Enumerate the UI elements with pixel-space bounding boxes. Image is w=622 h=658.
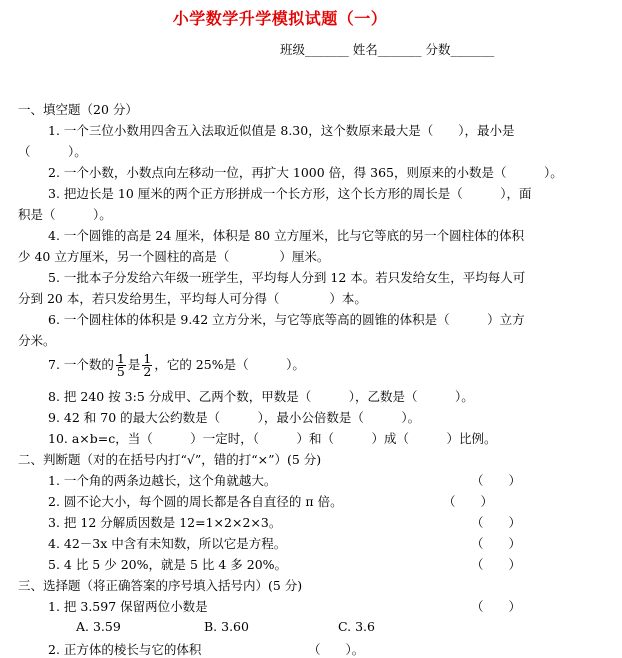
choice-q1-option-b: B. 3.60	[204, 619, 249, 634]
choice-q1-option-a: A. 3.59	[76, 619, 121, 634]
fraction-numerator: 1	[116, 351, 125, 366]
choice-q2: 2. 正方体的棱长与它的体积	[48, 642, 202, 657]
choice-q2-answer-paren: （ ）。	[308, 642, 365, 657]
judge-q2-answer-paren: （ ）	[443, 494, 494, 509]
section-judge-heading: 二、判断题（对的在括号内打“√”，错的打“×”）(5 分)	[18, 452, 322, 467]
fraction-numerator: 1	[143, 351, 152, 366]
fill-q2: 2. 一个小数，小数点向左移动一位，再扩大 1000 倍，得 365，则原来的小数是（ ）。	[48, 165, 563, 180]
fill-q1-line1: 1. 一个三位小数用四舍五入法取近似值是 8.30，这个数原来最大是（ ），最小是	[48, 123, 515, 138]
judge-q1: 1. 一个角的两条边越长，这个角就越大。	[48, 473, 277, 488]
choice-q1: 1. 把 3.597 保留两位小数是	[48, 599, 208, 614]
fill-q4-line1: 4. 一个圆锥的高是 24 厘米，体积是 80 立方厘米，比与它等底的另一个圆柱体的体积	[48, 228, 525, 243]
judge-q3: 3. 把 12 分解质因数是 12=1×2×2×3。	[48, 515, 282, 530]
fill-q1-line2: （ ）。	[18, 144, 87, 159]
judge-q1-answer-paren: （ ）	[471, 473, 522, 488]
fill-q10: 10. a×b=c，当（ ）一定时，（ ）和（ ）成（ ）比例。	[48, 431, 497, 446]
fill-q3-line1: 3. 把边长是 10 厘米的两个正方形拼成一个长方形，这个长方形的周长是（ ），面	[48, 186, 532, 201]
fraction-one-fifth	[116, 353, 126, 378]
section-fill-blank-heading: 一、填空题（20 分）	[18, 102, 138, 117]
fill-q5-line1: 5. 一批本子分发给六年级一班学生，平均每人分到 12 本。若只发给女生，平均每人可	[48, 270, 526, 285]
fill-q3-line2: 积是（ ）。	[18, 207, 112, 222]
judge-q4-answer-paren: （ ）	[471, 536, 522, 551]
fill-q7-suffix: ，它的 25%是（ ）。	[154, 357, 305, 372]
fill-q6-line2: 分米。	[18, 333, 56, 348]
judge-q2: 2. 圆不论大小，每个圆的周长都是各自直径的 π 倍。	[48, 494, 343, 509]
student-info-fields: 班级_______ 姓名_______ 分数_______	[280, 42, 495, 57]
fill-q6-line1: 6. 一个圆柱体的体积是 9.42 立方分米，与它等底等高的圆锥的体积是（ ）立方	[48, 312, 525, 327]
judge-q4: 4. 42－3x 中含有未知数，所以它是方程。	[48, 536, 287, 551]
section-choice-heading: 三、选择题（将正确答案的序号填入括号内）(5 分)	[18, 578, 303, 593]
fraction-denominator: 5	[116, 364, 125, 379]
choice-q1-option-c: C. 3.6	[338, 619, 375, 634]
fill-q9: 9. 42 和 70 的最大公约数是（ ），最小公倍数是（ ）。	[48, 410, 421, 425]
judge-q5-answer-paren: （ ）	[471, 557, 522, 572]
fraction-denominator: 2	[143, 364, 152, 379]
fill-q4-line2: 少 40 立方厘米，另一个圆柱的高是（ ）厘米。	[18, 249, 330, 264]
fill-q8: 8. 把 240 按 3:5 分成甲、乙两个数，甲数是（ ），乙数是（ ）。	[48, 389, 474, 404]
fraction-one-half	[142, 353, 152, 378]
fill-q7	[48, 352, 305, 378]
fill-q5-line2: 分到 20 本，若只发给男生，平均每人可分得（ ）本。	[18, 291, 367, 306]
choice-q1-answer-paren: （ ）	[471, 599, 522, 614]
fill-q7-middle: 是	[127, 357, 141, 372]
judge-q5: 5. 4 比 5 少 20%，就是 5 比 4 多 20%。	[48, 557, 288, 572]
page-title: 小学数学升学模拟试题（一）	[172, 9, 388, 28]
judge-q3-answer-paren: （ ）	[471, 515, 522, 530]
fill-q7-prefix: 7. 一个数的	[48, 357, 114, 372]
